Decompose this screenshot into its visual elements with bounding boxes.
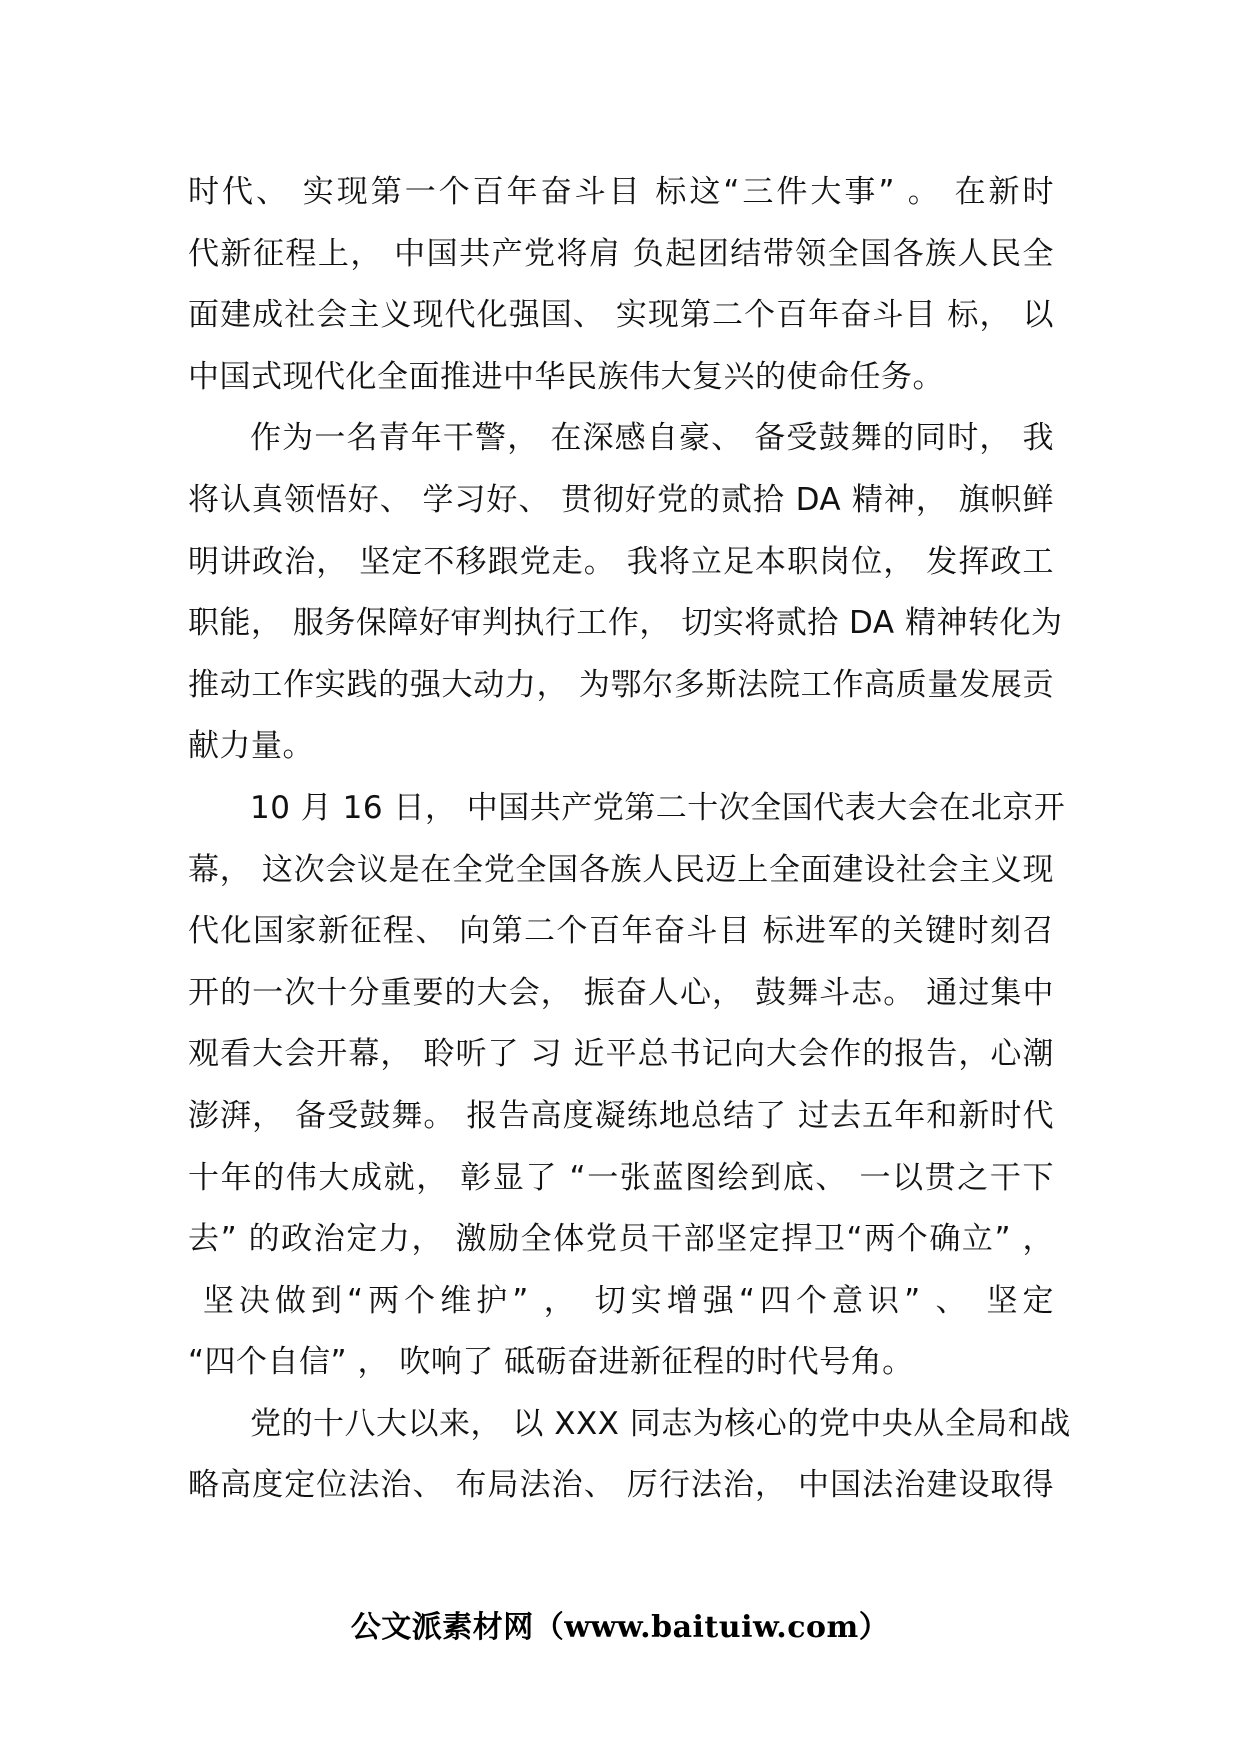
paragraph-1-line-3: 面建成社会主义现代化强国、 实现第二个百年奋斗目 标， 以: [188, 297, 1054, 334]
paragraph-3-line-8: 去” 的政治定力， 激励全体党员干部坚定捍卫“两个确立” ，: [188, 1221, 1054, 1258]
paragraph-2-line-5: 推动工作实践的强大动力， 为鄂尔多斯法院工作高质量发展贡: [188, 666, 1054, 703]
paragraph-1-line-2: 代新征程上， 中国共产党将肩 负起团结带领全国各族人民全: [188, 235, 1054, 272]
paragraph-3-line-4: 开的一次十分重要的大会， 振奋人心， 鼓舞斗志。 通过集中: [188, 974, 1054, 1011]
paragraph-3-line-10: “四个自信” ， 吹响了 砥砺奋进新征程的时代号角。: [188, 1344, 914, 1381]
paragraph-3-line-7: 十年的伟大成就， 彰显了 “一张蓝图绘到底、 一以贯之干下: [188, 1159, 1054, 1196]
paragraph-2-line-6: 献力量。: [188, 728, 314, 765]
paragraph-1-line-4: 中国式现代化全面推进中华民族伟大复兴的使命任务。: [188, 358, 944, 395]
footer-watermark: 公文派素材网（www.baituiw.com）: [350, 1610, 890, 1645]
paragraph-3-line-2: 幕， 这次会议是在全党全国各族人民迈上全面建设社会主义现: [188, 851, 1054, 888]
paragraph-3-line-1: 10 月 16 日， 中国共产党第二十次全国代表大会在北京开: [250, 789, 1066, 826]
document-body: [188, 162, 1071, 1517]
paragraph-2-line-1: 作为一名青年干警， 在深感自豪、 备受鼓舞的同时， 我: [250, 420, 1054, 457]
paragraph-3-line-6: 澎湃， 备受鼓舞。 报告高度凝练地总结了 过去五年和新时代: [188, 1097, 1054, 1134]
paragraph-3-line-5: 观看大会开幕， 聆听了 习 近平总书记向大会作的报告，心潮: [188, 1036, 1054, 1073]
paragraph-2-line-2: 将认真领悟好、 学习好、 贯彻好党的贰拾 DA 精神， 旗帜鲜: [188, 481, 1054, 518]
paragraph-3-line-9: 坚决做到“两个维护” ， 切实增强“四个意识” 、 坚定: [188, 1282, 1054, 1319]
paragraph-2-line-4: 职能， 服务保障好审判执行工作， 切实将贰拾 DA 精神转化为: [188, 605, 1063, 642]
paragraph-4-line-2: 略高度定位法治、 布局法治、 厉行法治， 中国法治建设取得: [188, 1467, 1054, 1504]
paragraph-2-line-3: 明讲政治， 坚定不移跟党走。 我将立足本职岗位， 发挥政工: [188, 543, 1054, 580]
paragraph-1-line-1: 时代、 实现第一个百年奋斗目 标这“三件大事” 。 在新时: [188, 174, 1054, 210]
paragraph-4-line-1: 党的十八大以来， 以 XXX 同志为核心的党中央从全局和战: [250, 1405, 1071, 1442]
paragraph-3-line-3: 代化国家新征程、 向第二个百年奋斗目 标进军的关键时刻召: [188, 913, 1054, 950]
